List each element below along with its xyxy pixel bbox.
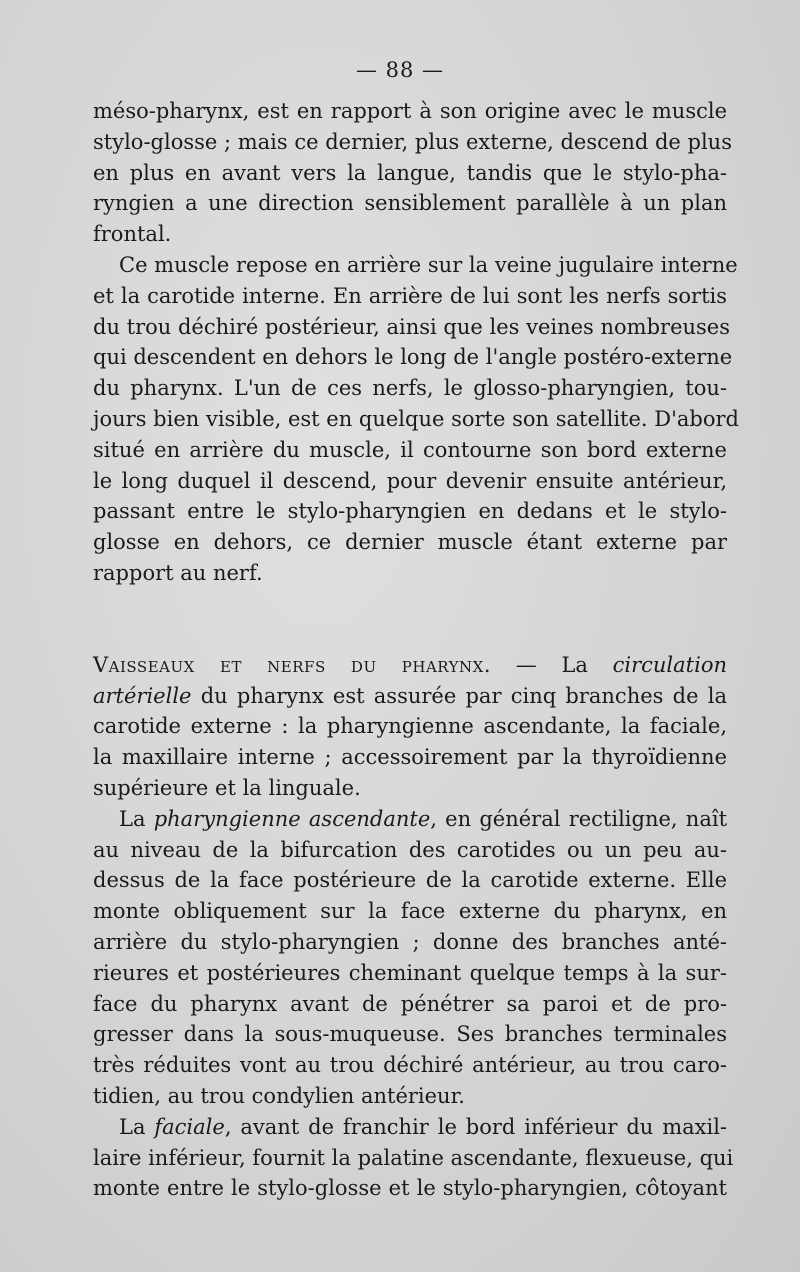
paragraph-1 xyxy=(93,96,732,250)
text-fragment: La xyxy=(119,806,154,831)
text-line: rieures et postérieures cheminant quelque temps à la sur- xyxy=(93,960,727,985)
text-line xyxy=(93,650,727,681)
text-line: jours bien visible, est en quelque sorte son satellite. D'abord xyxy=(93,406,739,431)
text-line: supérieure et la linguale. xyxy=(93,775,361,800)
paragraph-5 xyxy=(93,1112,734,1204)
text-line: Ce muscle repose en arrière sur la veine jugulaire interne xyxy=(119,252,738,277)
page-number: — 88 — xyxy=(355,58,445,82)
italic-term: pharyngienne ascendante xyxy=(153,806,431,831)
text-line: qui descendent en dehors le long de l'angle postéro-externe xyxy=(93,345,733,370)
body-text xyxy=(93,96,739,1204)
text-line: carotide externe : la pharyngienne ascendante, la faciale, xyxy=(93,714,727,739)
text-line: glosse en dehors, ce dernier muscle étant externe par xyxy=(93,530,727,555)
heading-dash: — La xyxy=(491,652,613,677)
text-line: frontal. xyxy=(93,222,172,247)
text-fragment: La xyxy=(119,1114,155,1139)
text-line xyxy=(93,804,727,835)
paragraph-3 xyxy=(93,650,727,804)
text-line: très réduites vont au trou déchiré antérieur, au trou caro- xyxy=(93,1053,727,1078)
text-line xyxy=(93,1112,727,1143)
paragraph-2 xyxy=(93,250,739,589)
text-fragment: , avant de franchir le bord inférieur du maxil- xyxy=(224,1114,728,1139)
text-line: le long duquel il descend, pour devenir ensuite antérieur, xyxy=(93,468,727,493)
paragraph-4 xyxy=(93,804,727,1112)
italic-term: circulation xyxy=(612,652,727,677)
text-fragment: , en général rectiligne, naît xyxy=(430,806,728,831)
section-gap xyxy=(93,589,727,650)
text-line: méso-pharynx, est en rapport à son origine avec le muscle xyxy=(93,99,727,123)
text-line: tidien, au trou condylien antérieur. xyxy=(93,1083,465,1108)
text-line: face du pharynx avant de pénétrer sa paroi et de pro- xyxy=(93,991,727,1016)
text-line: stylo-glosse ; mais ce dernier, plus externe, descend de plus xyxy=(93,129,732,154)
text-line: gresser dans la sous-muqueuse. Ses branches terminales xyxy=(93,1022,727,1047)
text-line: laire inférieur, fournit la palatine ascendante, flexueuse, qui xyxy=(93,1145,734,1170)
text-line: du trou déchiré postérieur, ainsi que les veines nombreuses xyxy=(93,314,731,339)
text-line: rapport au nerf. xyxy=(93,560,263,585)
text-line: et la carotide interne. En arrière de lui sont les nerfs sortis xyxy=(93,283,727,308)
text-line: monte entre le stylo-glosse et le stylo-pharyngien, côtoyant xyxy=(93,1176,727,1201)
section-heading: Vaisseaux et nerfs du pharynx. xyxy=(93,652,492,677)
text-line: arrière du stylo-pharyngien ; donne des branches anté- xyxy=(93,929,727,954)
text-line: dessus de la face postérieure de la carotide externe. Elle xyxy=(93,868,727,893)
italic-term: faciale xyxy=(154,1114,225,1139)
text-line: du pharynx. L'un de ces nerfs, le glosso-pharyngien, tou- xyxy=(93,376,727,401)
text-line: monte obliquement sur la face externe du pharynx, en xyxy=(93,899,727,924)
text-line: passant entre le stylo-pharyngien en dedans et le stylo- xyxy=(93,499,727,524)
text-fragment: du pharynx est assurée par cinq branches de la xyxy=(191,683,727,708)
text-line xyxy=(93,681,727,712)
text-line: en plus en avant vers la langue, tandis que le stylo-pha- xyxy=(93,160,727,185)
italic-term: artérielle xyxy=(93,683,192,708)
text-line: situé en arrière du muscle, il contourne son bord externe xyxy=(93,437,727,462)
text-line: au niveau de la bifurcation des carotides ou un peu au- xyxy=(93,837,727,862)
text-line: ryngien a une direction sensiblement parallèle à un plan xyxy=(93,191,727,216)
text-line: la maxillaire interne ; accessoirement par la thyroïdienne xyxy=(93,745,727,770)
